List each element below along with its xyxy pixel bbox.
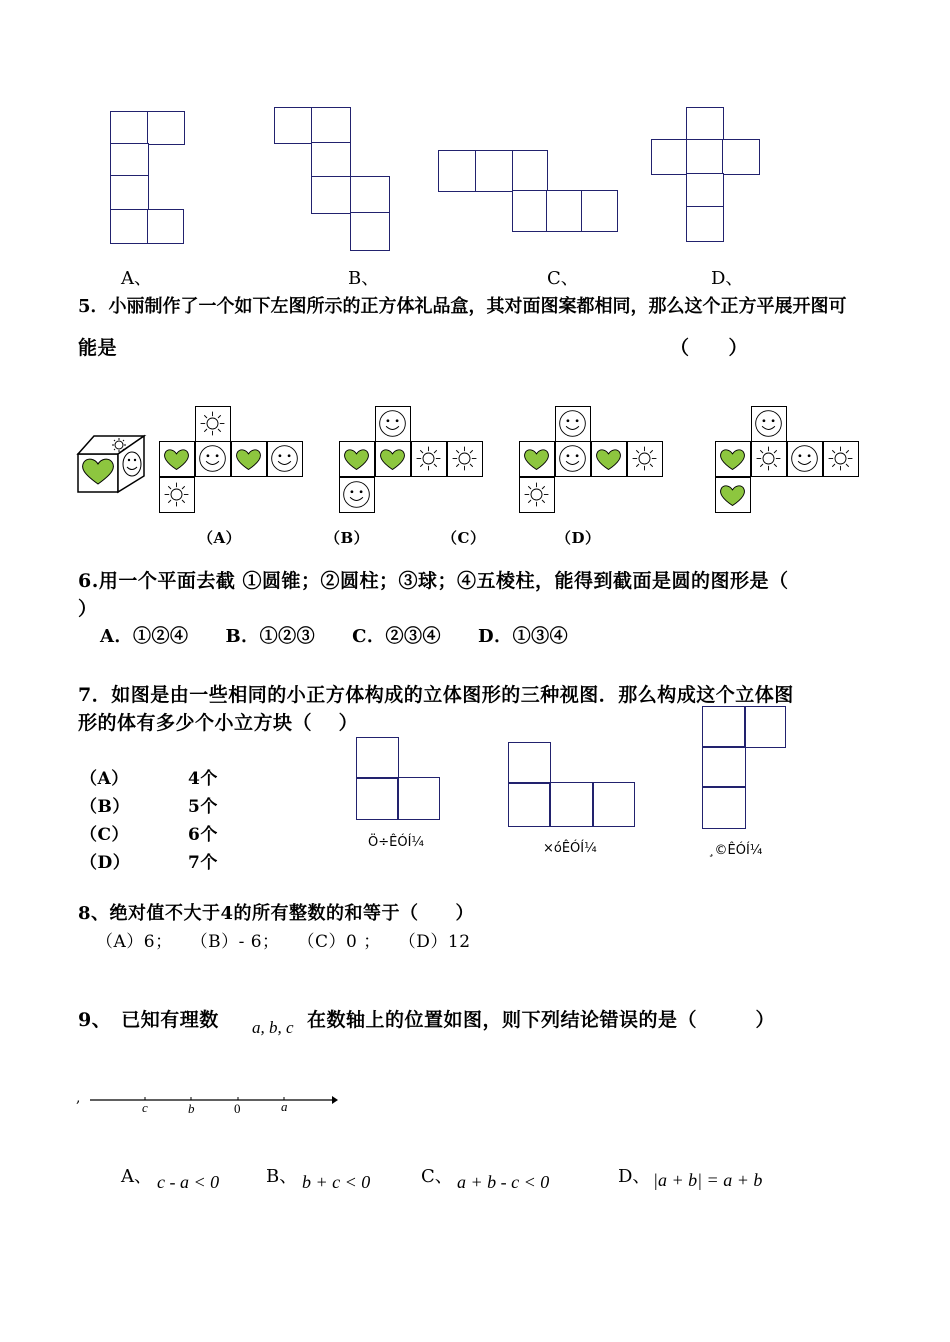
- q4-option-b: B、: [348, 268, 380, 289]
- q7-option-a-value: 4个: [188, 769, 218, 789]
- q7-left-view-caption: ×óÊÓÍ¼: [543, 841, 597, 856]
- q5-label-a: （A）: [198, 529, 242, 547]
- q4-option-d: D、: [711, 268, 744, 289]
- smiley-icon: [752, 407, 785, 440]
- sun-icon: [752, 442, 785, 475]
- heart-icon: [592, 442, 625, 475]
- q7-question-line1: 7．如图是由一些相同的小正方体构成的立体图形的三种视图．那么构成这个立体图: [78, 684, 794, 706]
- q6-options: A．①②④ B．①②③ C．②③④ D．①③④: [100, 626, 569, 647]
- q6-question-line1: 6.用一个平面去截 ①圆锥；②圆柱；③球；④五棱柱，能得到截面是圆的图形是（: [78, 570, 789, 592]
- q9-variables: a, b, c: [252, 1018, 294, 1037]
- smiley-icon: [268, 442, 301, 475]
- q7-option-c-value: 6个: [188, 825, 218, 845]
- sun-icon: [160, 478, 193, 511]
- q5-answer-paren: （ ）: [670, 337, 749, 359]
- q9-option-d-expr: |a + b| = a + b: [653, 1170, 763, 1190]
- heart-icon: [232, 442, 265, 475]
- smiley-icon: [788, 442, 821, 475]
- q4-option-a: A、: [121, 268, 152, 289]
- smiley-icon: [556, 407, 589, 440]
- axis-label-a: a: [281, 1099, 288, 1114]
- gift-cube-drawing: [76, 432, 148, 494]
- q9-option-d-letter: D、: [618, 1166, 651, 1187]
- q5-question-line1: 5．小丽制作了一个如下左图所示的正方体礼品盒，其对面图案都相同，那么这个正方平展开图可: [78, 296, 847, 317]
- q7-option-d-letter: （D）: [80, 853, 131, 873]
- q8-question: 8、绝对值不大于4的所有整数的和等于（ ）: [78, 903, 475, 924]
- q5-label-d: （D）: [556, 529, 601, 547]
- q7-option-d-value: 7个: [188, 853, 218, 873]
- heart-icon: [376, 442, 409, 475]
- number-axis-comma: ,: [76, 1090, 81, 1106]
- q9-option-a-letter: A、: [121, 1166, 152, 1187]
- q9-option-b-expr: b + c < 0: [302, 1172, 371, 1192]
- q5-label-b: （B）: [325, 529, 370, 547]
- sun-icon: [520, 478, 553, 511]
- q7-top-view-caption: ¸©ÊÓÍ¼: [708, 843, 763, 858]
- q7-option-a-letter: （A）: [80, 769, 129, 789]
- heart-icon: [716, 478, 749, 511]
- smiley-icon: [340, 478, 373, 511]
- q8-options: （A）6； （B）- 6； （C）0 ； （D）12: [96, 932, 471, 952]
- q7-option-b-letter: （B）: [80, 797, 130, 817]
- heart-icon: [520, 442, 553, 475]
- q5-question-line2: 能是: [78, 337, 118, 359]
- sun-icon: [196, 407, 229, 440]
- sun-icon: [824, 442, 857, 475]
- heart-icon: [716, 442, 749, 475]
- q7-question-line2: 形的体有多少个小立方块（ ）: [78, 712, 359, 734]
- sun-icon: [448, 442, 481, 475]
- q9-option-c-expr: a + b - c < 0: [457, 1172, 550, 1192]
- number-axis: [88, 1092, 338, 1122]
- q7-option-b-value: 5个: [188, 797, 218, 817]
- axis-label-c: c: [142, 1100, 148, 1115]
- sun-icon: [412, 442, 445, 475]
- axis-label-b: b: [188, 1101, 195, 1116]
- q9-question-suffix: 在数轴上的位置如图，则下列结论错误的是（ ）: [307, 1009, 776, 1031]
- q9-option-b-letter: B、: [266, 1166, 298, 1187]
- q9-question-prefix: 9、 已知有理数: [78, 1009, 219, 1031]
- smiley-icon: [556, 442, 589, 475]
- smiley-icon: [376, 407, 409, 440]
- q6-question-line2: ）: [78, 598, 98, 620]
- q9-option-c-letter: C、: [421, 1166, 453, 1187]
- q9-option-a-expr: c - a < 0: [157, 1172, 220, 1192]
- heart-icon: [160, 442, 193, 475]
- sun-icon: [628, 442, 661, 475]
- q7-front-view-caption: Ö÷ÊÓÍ¼: [368, 835, 425, 850]
- smiley-icon: [196, 442, 229, 475]
- axis-label-zero: 0: [234, 1101, 241, 1116]
- q7-option-c-letter: （C）: [80, 825, 130, 845]
- q4-option-c: C、: [547, 268, 579, 289]
- heart-icon: [340, 442, 373, 475]
- q5-label-c: （C）: [442, 529, 486, 547]
